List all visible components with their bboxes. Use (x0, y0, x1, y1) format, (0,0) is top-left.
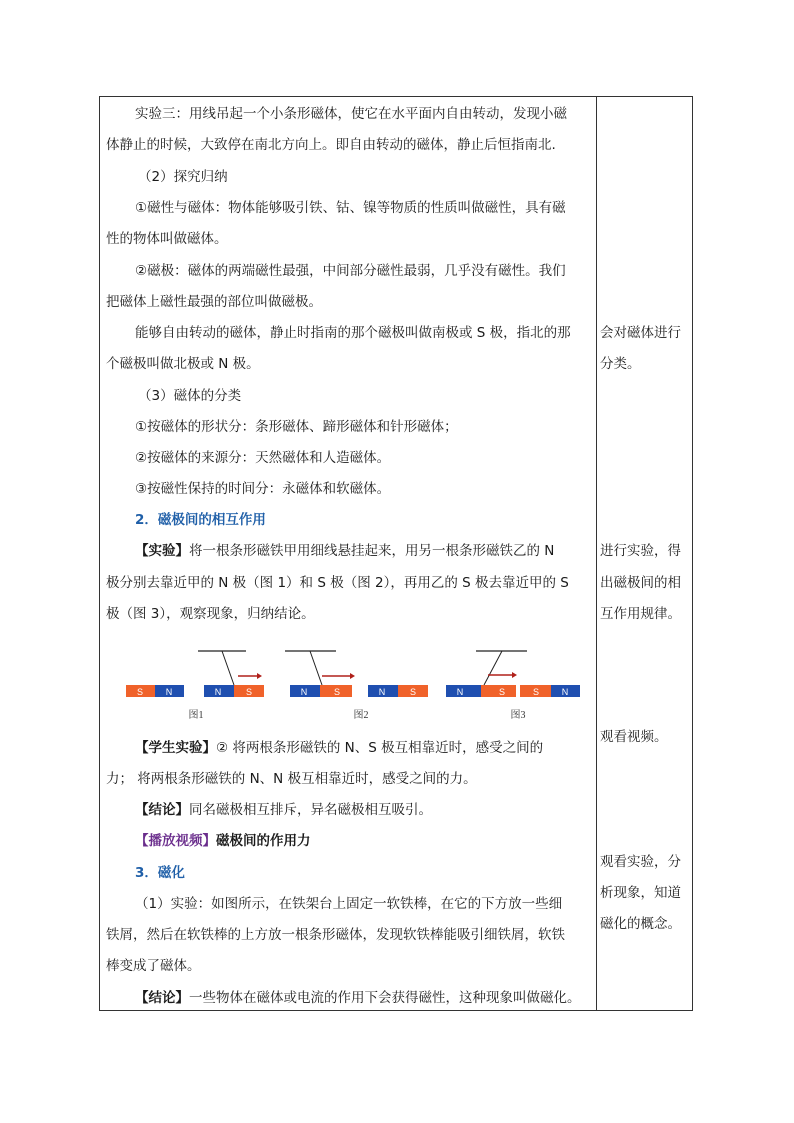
arrow-head-icon (350, 673, 355, 679)
side-note-line: 会对磁体进行 (600, 325, 681, 341)
sn-line-2: 个磁极叫做北极或 N 极。 (106, 356, 260, 372)
conclusion-line: 【结论】同名磁极相互排斥，异名磁极相互吸引。 (135, 802, 432, 818)
section-heading-magnetization: 3．磁化 (135, 865, 185, 881)
classification-item: ③按磁性保持的时间分：永磁体和软磁体。 (135, 481, 391, 497)
magnetism-line-2: 性的物体叫做磁体。 (106, 231, 228, 247)
pole-label: N (561, 687, 569, 697)
sn-line-1: 能够自由转动的磁体，静止时指南的那个磁极叫做南极或 S 极，指北的那 (135, 325, 571, 341)
lesson-table (99, 96, 693, 1011)
magnetize-line-3: 棒变成了磁体。 (106, 958, 201, 974)
section-2-subheading: （2）探究归纳 (138, 169, 228, 185)
side-note-line: 观看视频。 (600, 729, 668, 745)
exp3-line-1: 实验三：用线吊起一个小条形磁体，使它在水平面内自由转动，发现小磁 (135, 106, 567, 122)
side-note-line: 磁化的概念。 (600, 916, 681, 932)
pole-label: N (378, 687, 386, 697)
pole-label: S (532, 687, 540, 697)
pole-label: N (456, 687, 464, 697)
magnetize-line-1: （1）实验：如图所示，在铁架台上固定一软铁棒，在它的下方放一些细 (135, 896, 563, 912)
video-tag: 【播放视频】 (135, 833, 216, 849)
pole-label: S (245, 687, 253, 697)
pole-label: N (165, 687, 173, 697)
magnet-diagram (100, 647, 596, 727)
pole-label: N (214, 687, 222, 697)
pole-label: N (300, 687, 308, 697)
student-exp-line-2: 力； 将两根条形磁铁的 N、N 极互相靠近时，感受之间的力。 (106, 771, 477, 787)
student-exp-line-1: 【学生实验】② 将两根条形磁铁的 N、S 极互相靠近时，感受之间的 (135, 740, 544, 756)
thread-line (484, 651, 502, 685)
teaching-content-column (100, 97, 596, 1010)
thread-line (222, 651, 234, 685)
side-note-line: 进行实验，得 (600, 543, 681, 559)
magnet-n-pole (446, 685, 481, 697)
student-activity-column (597, 97, 693, 1010)
thread-line (310, 651, 322, 685)
magnet-figure (100, 647, 596, 727)
section-3-subheading: （3）磁体的分类 (138, 388, 242, 404)
side-note-line: 观看实验，分 (600, 854, 681, 870)
side-note-line: 分类。 (600, 356, 641, 372)
experiment-line-3: 极（图 3），观察现象，归纳结论。 (106, 606, 315, 622)
experiment-line-1: 【实验】将一根条形磁铁甲用细线悬挂起来，用另一根条形磁铁乙的 N (135, 543, 555, 559)
pole-label: S (409, 687, 417, 697)
arrow-head-icon (257, 673, 262, 679)
side-note-line: 互作用规律。 (600, 606, 681, 622)
magnetize-line-2: 铁屑，然后在软铁棒的上方放一根条形磁体，发现软铁棒能吸引细铁屑，软铁 (106, 927, 565, 943)
pole-label: S (333, 687, 341, 697)
side-note-line: 析现象，知道 (600, 885, 681, 901)
figure-caption: 图3 (510, 710, 526, 721)
student-exp-tag: 【学生实验】 (135, 740, 216, 756)
classification-item: ②按磁体的来源分：天然磁体和人造磁体。 (135, 450, 391, 466)
pole-label: S (498, 687, 506, 697)
classification-item: ①按磁体的形状分：条形磁体、蹄形磁体和针形磁体； (135, 419, 458, 435)
video-title: 磁极间的作用力 (216, 833, 311, 849)
conclusion-tag: 【结论】 (135, 990, 189, 1006)
conclusion-tag: 【结论】 (135, 802, 189, 818)
figure-caption: 图1 (188, 710, 204, 721)
conclusion-line: 【结论】一些物体在磁体或电流的作用下会获得磁性，这种现象叫做磁化。 (135, 990, 581, 1006)
pole-label: S (136, 687, 144, 697)
poles-line-1: ②磁极：磁体的两端磁性最强，中间部分磁性最弱，几乎没有磁性。我们 (135, 263, 566, 279)
figure-caption: 图2 (353, 710, 369, 721)
arrow-head-icon (512, 672, 517, 678)
section-heading-magnetic-interaction: 2．磁极间的相互作用 (135, 512, 266, 528)
side-note-line: 出磁极间的相 (600, 575, 681, 591)
video-line (135, 833, 311, 849)
poles-line-2: 把磁体上磁性最强的部位叫做磁极。 (106, 294, 322, 310)
experiment-line-2: 极分别去靠近甲的 N 极（图 1）和 S 极（图 2），再用乙的 S 极去靠近甲的 S (106, 575, 569, 591)
experiment-tag: 【实验】 (135, 543, 189, 559)
exp3-line-2: 体静止的时候，大致停在南北方向上。即自由转动的磁体，静止后恒指南北. (106, 137, 556, 153)
magnetism-line-1: ①磁性与磁体：物体能够吸引铁、钴、镍等物质的性质叫做磁性，具有磁 (135, 200, 566, 216)
